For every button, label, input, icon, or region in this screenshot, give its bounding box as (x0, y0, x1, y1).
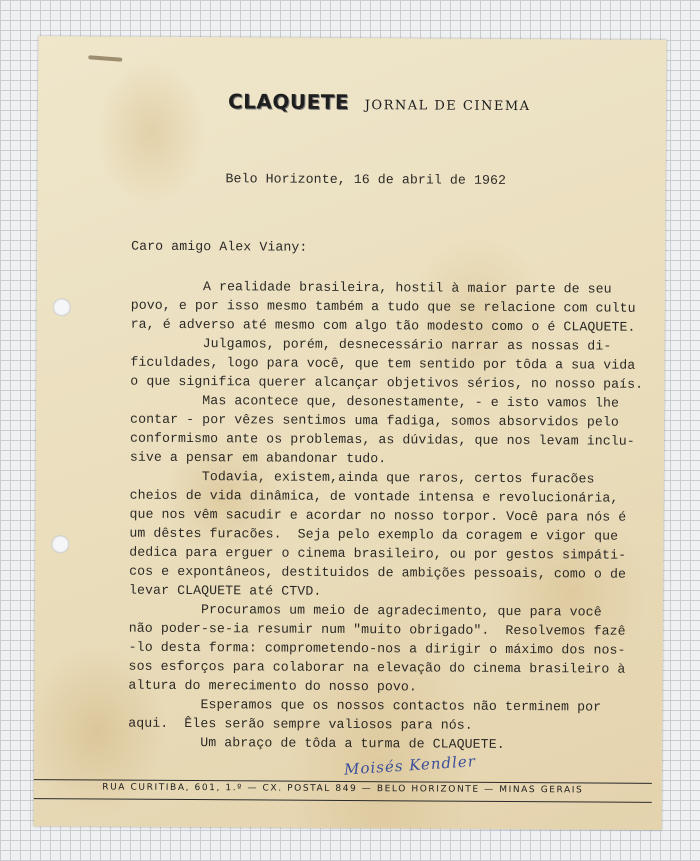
letterhead (228, 89, 531, 115)
body-line: altura do merecimento do nosso povo. (128, 677, 417, 695)
body-line: Procuramos um meio de agradecimento, que para você (128, 601, 602, 620)
body-line: Julgamos, porém, desnecessário narrar as nossas di- (130, 335, 612, 354)
body-line: A realidade brasileira, hostil à maior parte de seu (130, 278, 612, 297)
body-line: sive a pensar em abandonar tudo. (129, 449, 387, 467)
date-line: Belo Horizonte, 16 de abril de 1962 (225, 171, 507, 188)
footer-rule-bottom (34, 798, 652, 803)
body-line: aqui. Êles serão sempre valiosos para nós. (128, 715, 473, 733)
body-line: povo, e por isso mesmo também a tudo que se relacione com cultu (130, 297, 636, 316)
letter-body (128, 277, 644, 755)
body-line: cos e expontâneos, destituidos de ambições pessoais, como o de (129, 563, 627, 582)
letter-sheet (34, 36, 667, 830)
body-line: sos esforços para colaborar na elevação do cinema brasileiro à (128, 658, 626, 677)
handwritten-signature: Moisés Kendler (343, 752, 477, 779)
body-line: Todavia, existem,ainda que raros, certos furacões (129, 468, 595, 487)
body-line: ficuldades, logo para você, que tem sentido por tôda a sua vida (130, 354, 636, 373)
body-line: Esperamos que os nossos contactos não terminem por (128, 696, 602, 715)
body-line: conformismo ante os problemas, as dúvidas, que nos levam inclu- (129, 430, 635, 449)
body-line: dedica para erguer o cinema brasileiro, ou por gestos simpáti- (129, 544, 627, 563)
body-line: cheios de vida dinâmica, de vontade intensa e revolucionária, (129, 487, 619, 506)
body-line: não poder-se-ia resumir num "muito obrigado". Resolvemos fazê (128, 620, 626, 639)
staple-mark (88, 55, 122, 62)
body-line: Mas acontece que, desonestamente, - e isto vamos lhe (130, 392, 620, 411)
body-line: levar CLAQUETE até CTVD. (128, 582, 322, 599)
body-line: Um abraço de tôda a turma de CLAQUETE. (128, 734, 505, 752)
letterhead-subtitle: JORNAL DE CINEMA (364, 98, 531, 115)
punch-hole-top (53, 298, 71, 316)
letterhead-name: CLAQUETE (227, 89, 350, 114)
body-line: um dêstes furacões. Seja pelo exemplo da coragem e vigor que (129, 525, 619, 544)
salutation: Caro amigo Alex Viany: (131, 238, 308, 255)
body-line: que nos vêm sacudir e acordar no nosso torpor. Você para nós é (129, 506, 627, 525)
body-line: -lo desta forma: comprometendo-nos a dirigir o máximo dos nos- (128, 639, 626, 658)
body-line: o que significa querer alcançar objetivos sérios, no nosso país. (130, 373, 644, 392)
footer-address: RUA CURITIBA, 601, 1.º — CX. POSTAL 849 — BELO HORIZONTE — MINAS GERAIS (102, 782, 584, 796)
punch-hole-bottom (51, 535, 69, 553)
body-line: ra, é adverso até mesmo com algo tão modesto como o é CLAQUETE. (130, 316, 636, 335)
body-line: contar - por vêzes sentimos uma fadiga, somos absorvidos pelo (130, 411, 619, 430)
